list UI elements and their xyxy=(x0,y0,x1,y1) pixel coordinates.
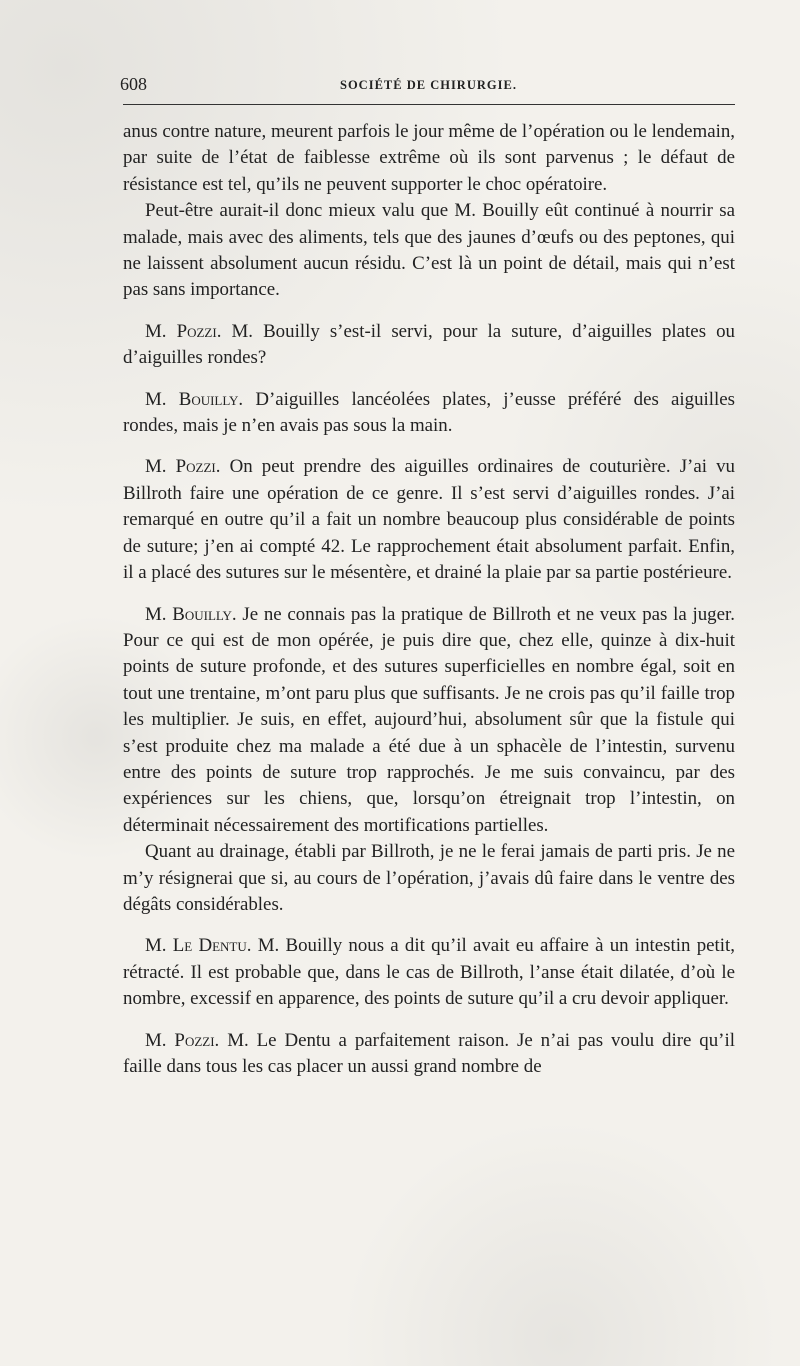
speaker-name: M. Bouilly. xyxy=(145,388,244,410)
running-head xyxy=(120,74,735,105)
speech-le-dentu xyxy=(123,933,735,1012)
body-text xyxy=(123,119,735,1080)
page-number: 608 xyxy=(120,74,147,94)
speech-pozzi-2 xyxy=(123,454,735,586)
speech-pozzi-1 xyxy=(123,319,735,372)
paragraph xyxy=(123,198,735,304)
paragraph-text: M. Le Dentu a parfaitement raison. Je n’ai pas voulu dire qu’il faille dans tous les cas placer un aussi grand nombre de xyxy=(123,1029,735,1077)
paragraph-text: On peut prendre des aiguilles ordinaires de couturière. J’ai vu Billroth faire une opération de ce genre. Il s’est servi d’aiguilles rondes. J’ai remarqué en outre qu’il a fait un nombre beaucoup plus considérable de points de suture; j’en ai compté 42. Le rapprochement était absolument parfait. Enfin, il a placé des sutures sur le mésentère, et drainé la plaie par sa partie postérieure. xyxy=(123,456,735,584)
speech-bouilly-1 xyxy=(123,387,735,440)
speech-bouilly-2 xyxy=(123,602,735,840)
paragraph-text: anus contre nature, meurent parfois le jour même de l’opération ou le lendemain, par suite de l’état de faiblesse extrême où ils sont parvenus ; le défaut de résistance est tel, qu’ils ne peuvent supporter le choc opératoire. xyxy=(123,121,735,195)
paragraph-text: D’aiguilles lancéolées plates, j’eusse préféré des aiguilles rondes, mais je n’en avais pas sous la main. xyxy=(123,388,735,437)
speaker-name: M. Pozzi. xyxy=(145,456,221,478)
running-title: SOCIÉTÉ DE CHIRURGIE. xyxy=(340,78,517,92)
page xyxy=(120,74,736,1080)
paragraph-text: Quant au drainage, établi par Billroth, je ne le ferai jamais de parti pris. Je ne m’y résignerai que si, au cours de l’opération, j’avais dû faire dans le ventre des dégâts considérables. xyxy=(123,841,735,915)
paragraph-text: M. Bouilly s’est-il servi, pour la suture, d’aiguilles plates ou d’aiguilles rondes? xyxy=(123,320,735,369)
speaker-name: M. Pozzi. xyxy=(145,1029,220,1051)
speaker-name: M. Bouilly. xyxy=(145,603,237,625)
paragraph-text: Peut-être aurait-il donc mieux valu que M. Bouilly eût continué à nourrir sa malade, mais avec des aliments, tels que des jaunes d’œufs ou des peptones, qui ne laissent absolument aucun résidu. C’est là un point de détail, mais qui n’est pas sans importance. xyxy=(123,200,735,301)
paragraph-text: M. Bouilly nous a dit qu’il avait eu affaire à un intestin petit, rétracté. Il est probable que, dans le cas de Billroth, l’anse était dilatée, d’où le nombre, excessif en apparence, des points de suture qu’il a cru devoir appliquer. xyxy=(123,935,736,1010)
paragraph-text: Je ne connais pas la pratique de Billroth et ne veux pas la juger. Pour ce qui est de mon opérée, je puis dire que, chez elle, quinze à dix-huit points de suture profonde, et des sutures superficielles en nombre égal, soit en tout une trentaine, m’ont paru plus que suffisants. Je ne crois pas qu’il faille trop les multiplier. Je suis, en effet, aujourd’hui, absolument sûr que la fistule qui s’est produite chez ma malade a été due à un sphacèle de l’intestin, survenu entre des points de suture trop rapprochés. Je me suis convaincu, par des expériences sur les chiens, que, lorsqu’on étreignait trop l’intestin, on déterminait nécessairement des mortifications partielles. xyxy=(123,603,735,836)
speech-pozzi-3 xyxy=(123,1028,735,1081)
paragraph xyxy=(123,839,735,918)
speaker-name: M. Pozzi. xyxy=(145,320,222,342)
paragraph-continuation xyxy=(123,119,735,198)
speaker-name: M. Le Dentu. xyxy=(145,935,252,957)
